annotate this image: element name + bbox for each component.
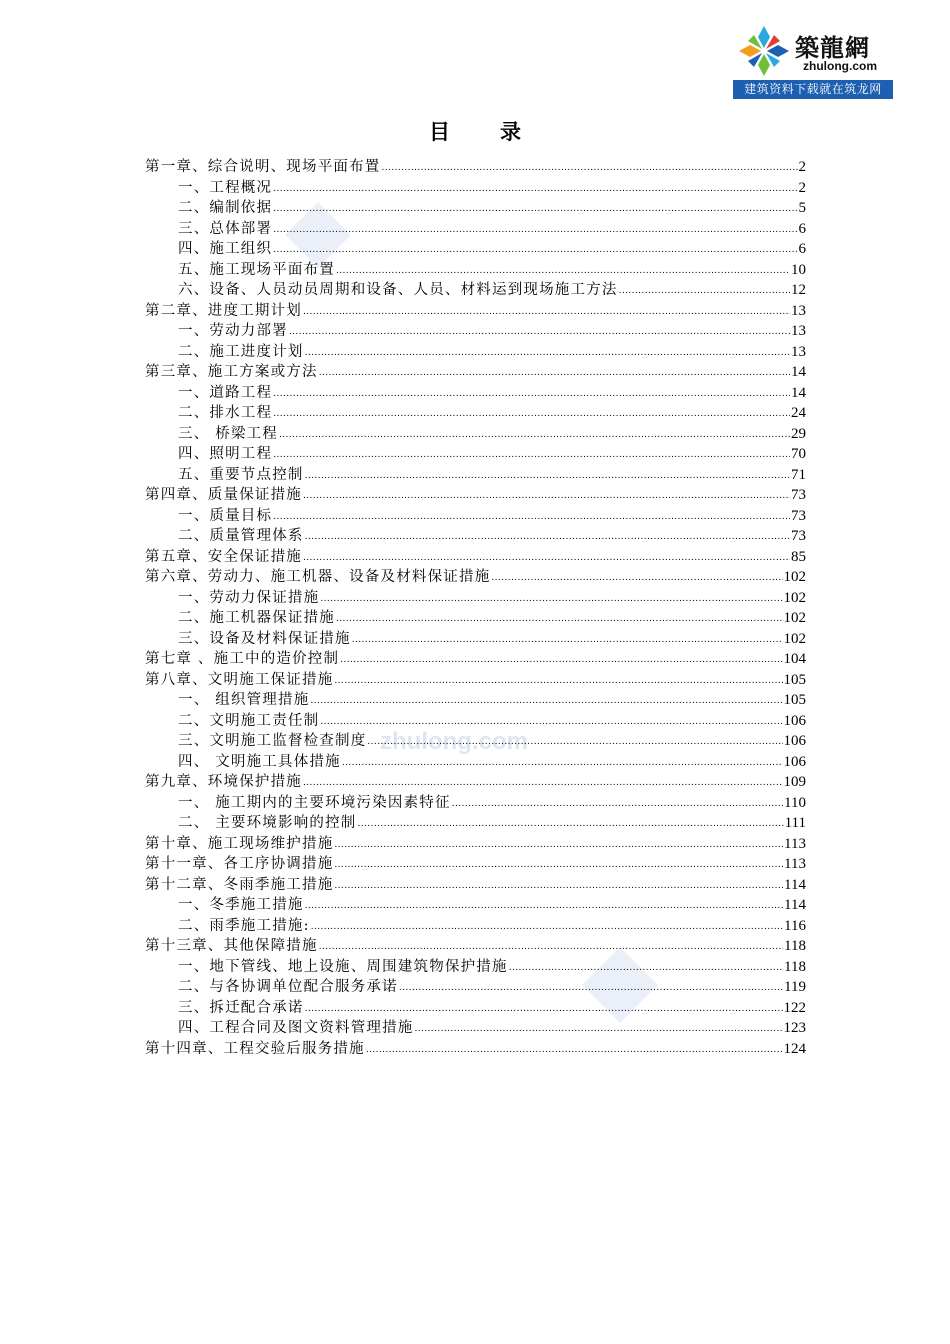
toc-page-number: 124: [783, 1040, 806, 1057]
toc-page-number: 102: [783, 569, 806, 585]
toc-dot-leader: [279, 425, 790, 446]
toc-chapter-entry[interactable]: [145, 157, 806, 178]
toc-page-number: 24: [791, 405, 806, 421]
toc-section-entry[interactable]: [145, 916, 806, 937]
toc-page-number: 118: [784, 958, 806, 975]
toc-page-number: 10: [791, 261, 806, 278]
toc-entry-label: 五、重要节点控制: [178, 466, 304, 483]
toc-section-entry[interactable]: [145, 342, 806, 363]
toc-page-number: 6: [798, 220, 806, 237]
zhulong-logo: [733, 22, 893, 100]
toc-entry-label: 一、冬季施工措施: [178, 897, 304, 913]
table-of-contents: [145, 157, 806, 1059]
toc-section-entry[interactable]: [145, 690, 806, 711]
toc-entry-label: 一、道路工程: [178, 384, 273, 401]
toc-page-number: 70: [791, 446, 806, 462]
toc-entry-label: 第六章、劳动力、施工机器、设备及材料保证措施: [145, 569, 491, 585]
toc-title-char-2: 录: [500, 120, 521, 144]
toc-entry-label: 五、施工现场平面布置: [178, 261, 335, 278]
toc-page-number: 111: [784, 815, 806, 831]
toc-page-number: 105: [783, 692, 806, 708]
toc-chapter-entry[interactable]: [145, 936, 806, 957]
toc-page-number: 123: [783, 1020, 806, 1036]
toc-dot-leader: [273, 404, 790, 425]
toc-dot-leader: [320, 589, 782, 610]
toc-entry-label: 二、与各协调单位配合服务承诺: [178, 979, 398, 995]
toc-entry-label: 三、总体部署: [178, 220, 273, 237]
toc-section-entry[interactable]: [145, 444, 806, 465]
toc-section-entry[interactable]: [145, 465, 806, 486]
logo-slogan-banner: 建筑资料下载就在筑龙网: [733, 80, 893, 99]
toc-dot-leader: [303, 773, 783, 794]
toc-entry-label: 三、文明施工监督检查制度: [178, 733, 367, 749]
toc-dot-leader: [334, 876, 783, 897]
toc-page-number: 73: [791, 507, 806, 524]
toc-section-entry[interactable]: [145, 895, 806, 916]
logo-top: [733, 22, 893, 78]
toc-entry-label: 第十二章、冬雨季施工措施: [145, 876, 334, 893]
toc-title-char-1: 目: [429, 120, 450, 144]
toc-entry-label: 三、设备及材料保证措施: [178, 630, 351, 647]
toc-section-entry[interactable]: [145, 1018, 806, 1039]
toc-section-entry[interactable]: [145, 998, 806, 1019]
toc-section-entry[interactable]: [145, 752, 806, 773]
toc-entry-label: 二、质量管理体系: [178, 528, 304, 544]
toc-chapter-entry[interactable]: [145, 362, 806, 383]
toc-entry-label: 一、 组织管理措施: [178, 692, 310, 708]
toc-section-entry[interactable]: [145, 711, 806, 732]
toc-page-number: 6: [798, 241, 806, 257]
toc-page-number: 14: [791, 384, 806, 401]
watermark-text: zhulong.com: [380, 728, 528, 755]
toc-chapter-entry[interactable]: [145, 649, 806, 670]
toc-dot-leader: [334, 835, 783, 856]
toc-entry-label: 三、拆迁配合承诺: [178, 999, 304, 1016]
toc-page-number: 102: [783, 610, 806, 626]
toc-dot-leader: [366, 1040, 783, 1061]
toc-entry-label: 二、排水工程: [178, 405, 273, 421]
toc-entry-label: 第十三章、其他保障措施: [145, 938, 318, 954]
toc-page-number: 29: [791, 425, 806, 442]
toc-dot-leader: [320, 712, 782, 733]
toc-chapter-entry[interactable]: [145, 834, 806, 855]
toc-dot-leader: [509, 958, 783, 979]
toc-entry-label: 第五章、安全保证措施: [145, 548, 302, 565]
toc-entry-label: 第一章、综合说明、现场平面布置: [145, 159, 381, 175]
toc-dot-leader: [367, 732, 782, 753]
toc-entry-label: 四、 文明施工具体措施: [178, 753, 341, 770]
toc-entry-label: 一、劳动力部署: [178, 323, 288, 339]
toc-page-number: 73: [791, 487, 806, 503]
toc-chapter-entry[interactable]: [145, 485, 806, 506]
toc-entry-label: 第八章、文明施工保证措施: [145, 671, 334, 688]
toc-dot-leader: [305, 896, 783, 917]
toc-entry-label: 第二章、进度工期计划: [145, 302, 302, 319]
logo-domain: zhulong.com: [803, 59, 877, 73]
toc-dot-leader: [310, 691, 782, 712]
toc-section-entry[interactable]: [145, 813, 806, 834]
toc-page-number: 13: [791, 323, 806, 339]
toc-page-number: 71: [791, 466, 806, 483]
toc-page-number: 113: [784, 856, 806, 872]
toc-entry-label: 二、施工进度计划: [178, 343, 304, 360]
toc-section-entry[interactable]: [145, 629, 806, 650]
toc-dot-leader: [273, 179, 797, 200]
toc-page-number: 13: [791, 343, 806, 360]
toc-chapter-entry[interactable]: [145, 875, 806, 896]
toc-dot-leader: [358, 814, 784, 835]
toc-page-number: 14: [791, 364, 806, 380]
toc-entry-label: 第十章、施工现场维护措施: [145, 835, 334, 852]
toc-dot-leader: [342, 753, 783, 774]
toc-dot-leader: [319, 937, 783, 958]
toc-dot-leader: [336, 609, 783, 630]
toc-section-entry[interactable]: [145, 260, 806, 281]
toc-dot-leader: [311, 917, 783, 938]
toc-page-number: 5: [798, 200, 806, 216]
toc-page-number: 2: [798, 159, 806, 175]
toc-section-entry[interactable]: [145, 383, 806, 404]
logo-name-cn: 築龍網: [795, 34, 870, 62]
toc-section-entry[interactable]: [145, 239, 806, 260]
toc-chapter-entry[interactable]: [145, 547, 806, 568]
pinwheel-logo-icon: [735, 24, 793, 78]
toc-entry-label: 一、质量目标: [178, 507, 273, 524]
toc-section-entry[interactable]: [145, 403, 806, 424]
toc-section-entry[interactable]: [145, 198, 806, 219]
toc-section-entry[interactable]: [145, 977, 806, 998]
toc-dot-leader: [334, 855, 783, 876]
toc-entry-label: 二、施工机器保证措施: [178, 610, 335, 626]
toc-dot-leader: [619, 281, 790, 302]
toc-entry-label: 第七章 、施工中的造价控制: [145, 651, 340, 667]
toc-page-number: 106: [783, 712, 806, 729]
toc-entry-label: 一、工程概况: [178, 179, 273, 196]
toc-section-entry[interactable]: [145, 178, 806, 199]
toc-dot-leader: [340, 650, 782, 671]
toc-entry-label: 一、 施工期内的主要环境污染因素特征: [178, 794, 451, 811]
toc-page-number: 119: [784, 979, 806, 995]
toc-page-number: 13: [791, 302, 806, 319]
toc-entry-label: 四、施工组织: [178, 241, 273, 257]
toc-page-number: 106: [783, 753, 806, 770]
toc-dot-leader: [273, 220, 797, 241]
toc-page-number: 102: [783, 589, 806, 606]
toc-dot-leader: [319, 363, 790, 384]
toc-dot-leader: [382, 158, 798, 179]
toc-entry-label: 三、 桥梁工程: [178, 425, 279, 442]
toc-section-entry[interactable]: [145, 280, 806, 301]
toc-dot-leader: [273, 240, 797, 261]
toc-chapter-entry[interactable]: [145, 567, 806, 588]
toc-entry-label: 二、编制依据: [178, 200, 273, 216]
toc-section-entry[interactable]: [145, 219, 806, 240]
toc-entry-label: 四、工程合同及图文资料管理措施: [178, 1020, 414, 1036]
toc-entry-label: 二、雨季施工措施:: [178, 917, 310, 934]
toc-chapter-entry[interactable]: [145, 670, 806, 691]
toc-entry-label: 第四章、质量保证措施: [145, 487, 302, 503]
toc-dot-leader: [336, 261, 790, 282]
toc-section-entry[interactable]: [145, 424, 806, 445]
toc-entry-label: 一、劳动力保证措施: [178, 589, 320, 606]
toc-section-entry[interactable]: [145, 526, 806, 547]
toc-dot-leader: [305, 466, 790, 487]
toc-entry-label: 第十一章、各工序协调措施: [145, 856, 334, 872]
toc-dot-leader: [334, 671, 782, 692]
toc-page-number: 116: [784, 917, 806, 934]
toc-entry-label: 第十四章、工程交验后服务措施: [145, 1040, 365, 1057]
toc-dot-leader: [452, 794, 783, 815]
toc-dot-leader: [289, 322, 790, 343]
toc-entry-label: 二、文明施工责任制: [178, 712, 320, 729]
toc-section-entry[interactable]: [145, 506, 806, 527]
toc-section-entry[interactable]: [145, 608, 806, 629]
toc-page-number: 102: [783, 630, 806, 647]
toc-dot-leader: [303, 302, 790, 323]
toc-dot-leader: [273, 199, 797, 220]
toc-dot-leader: [415, 1019, 783, 1040]
toc-chapter-entry[interactable]: [145, 772, 806, 793]
toc-dot-leader: [303, 548, 790, 569]
toc-page-number: 85: [791, 548, 806, 565]
toc-dot-leader: [303, 486, 790, 507]
toc-section-entry[interactable]: [145, 793, 806, 814]
toc-section-entry[interactable]: [145, 957, 806, 978]
toc-dot-leader: [305, 527, 790, 548]
toc-dot-leader: [305, 343, 790, 364]
toc-page-number: 109: [783, 774, 806, 790]
toc-page-number: 113: [784, 835, 806, 852]
toc-page-number: 104: [783, 651, 806, 667]
toc-entry-label: 二、 主要环境影响的控制: [178, 815, 357, 831]
toc-dot-leader: [273, 445, 790, 466]
toc-page-number: 122: [783, 999, 806, 1016]
toc-page-number: 73: [791, 528, 806, 544]
toc-page-number: 118: [784, 938, 806, 954]
toc-section-entry[interactable]: [145, 588, 806, 609]
toc-entry-label: 第九章、环境保护措施: [145, 774, 302, 790]
toc-page-number: 106: [783, 733, 806, 749]
toc-dot-leader: [305, 999, 783, 1020]
toc-entry-label: 六、设备、人员动员周期和设备、人员、材料运到现场施工方法: [178, 282, 618, 298]
toc-dot-leader: [273, 384, 790, 405]
toc-entry-label: 第三章、施工方案或方法: [145, 364, 318, 380]
toc-page-number: 110: [784, 794, 806, 811]
toc-entry-label: 一、地下管线、地上设施、周围建筑物保护措施: [178, 958, 508, 975]
toc-section-entry[interactable]: [145, 731, 806, 752]
toc-chapter-entry[interactable]: [145, 1039, 806, 1060]
toc-page-number: 114: [784, 897, 806, 913]
toc-chapter-entry[interactable]: [145, 301, 806, 322]
toc-chapter-entry[interactable]: [145, 854, 806, 875]
toc-page-number: 105: [783, 671, 806, 688]
toc-page-number: 12: [791, 282, 806, 298]
toc-dot-leader: [491, 568, 782, 589]
toc-title: [0, 116, 950, 146]
toc-page-number: 2: [798, 179, 806, 196]
toc-dot-leader: [273, 507, 790, 528]
toc-entry-label: 四、照明工程: [178, 446, 273, 462]
toc-section-entry[interactable]: [145, 321, 806, 342]
toc-page-number: 114: [784, 876, 806, 893]
toc-dot-leader: [399, 978, 783, 999]
toc-dot-leader: [352, 630, 783, 651]
